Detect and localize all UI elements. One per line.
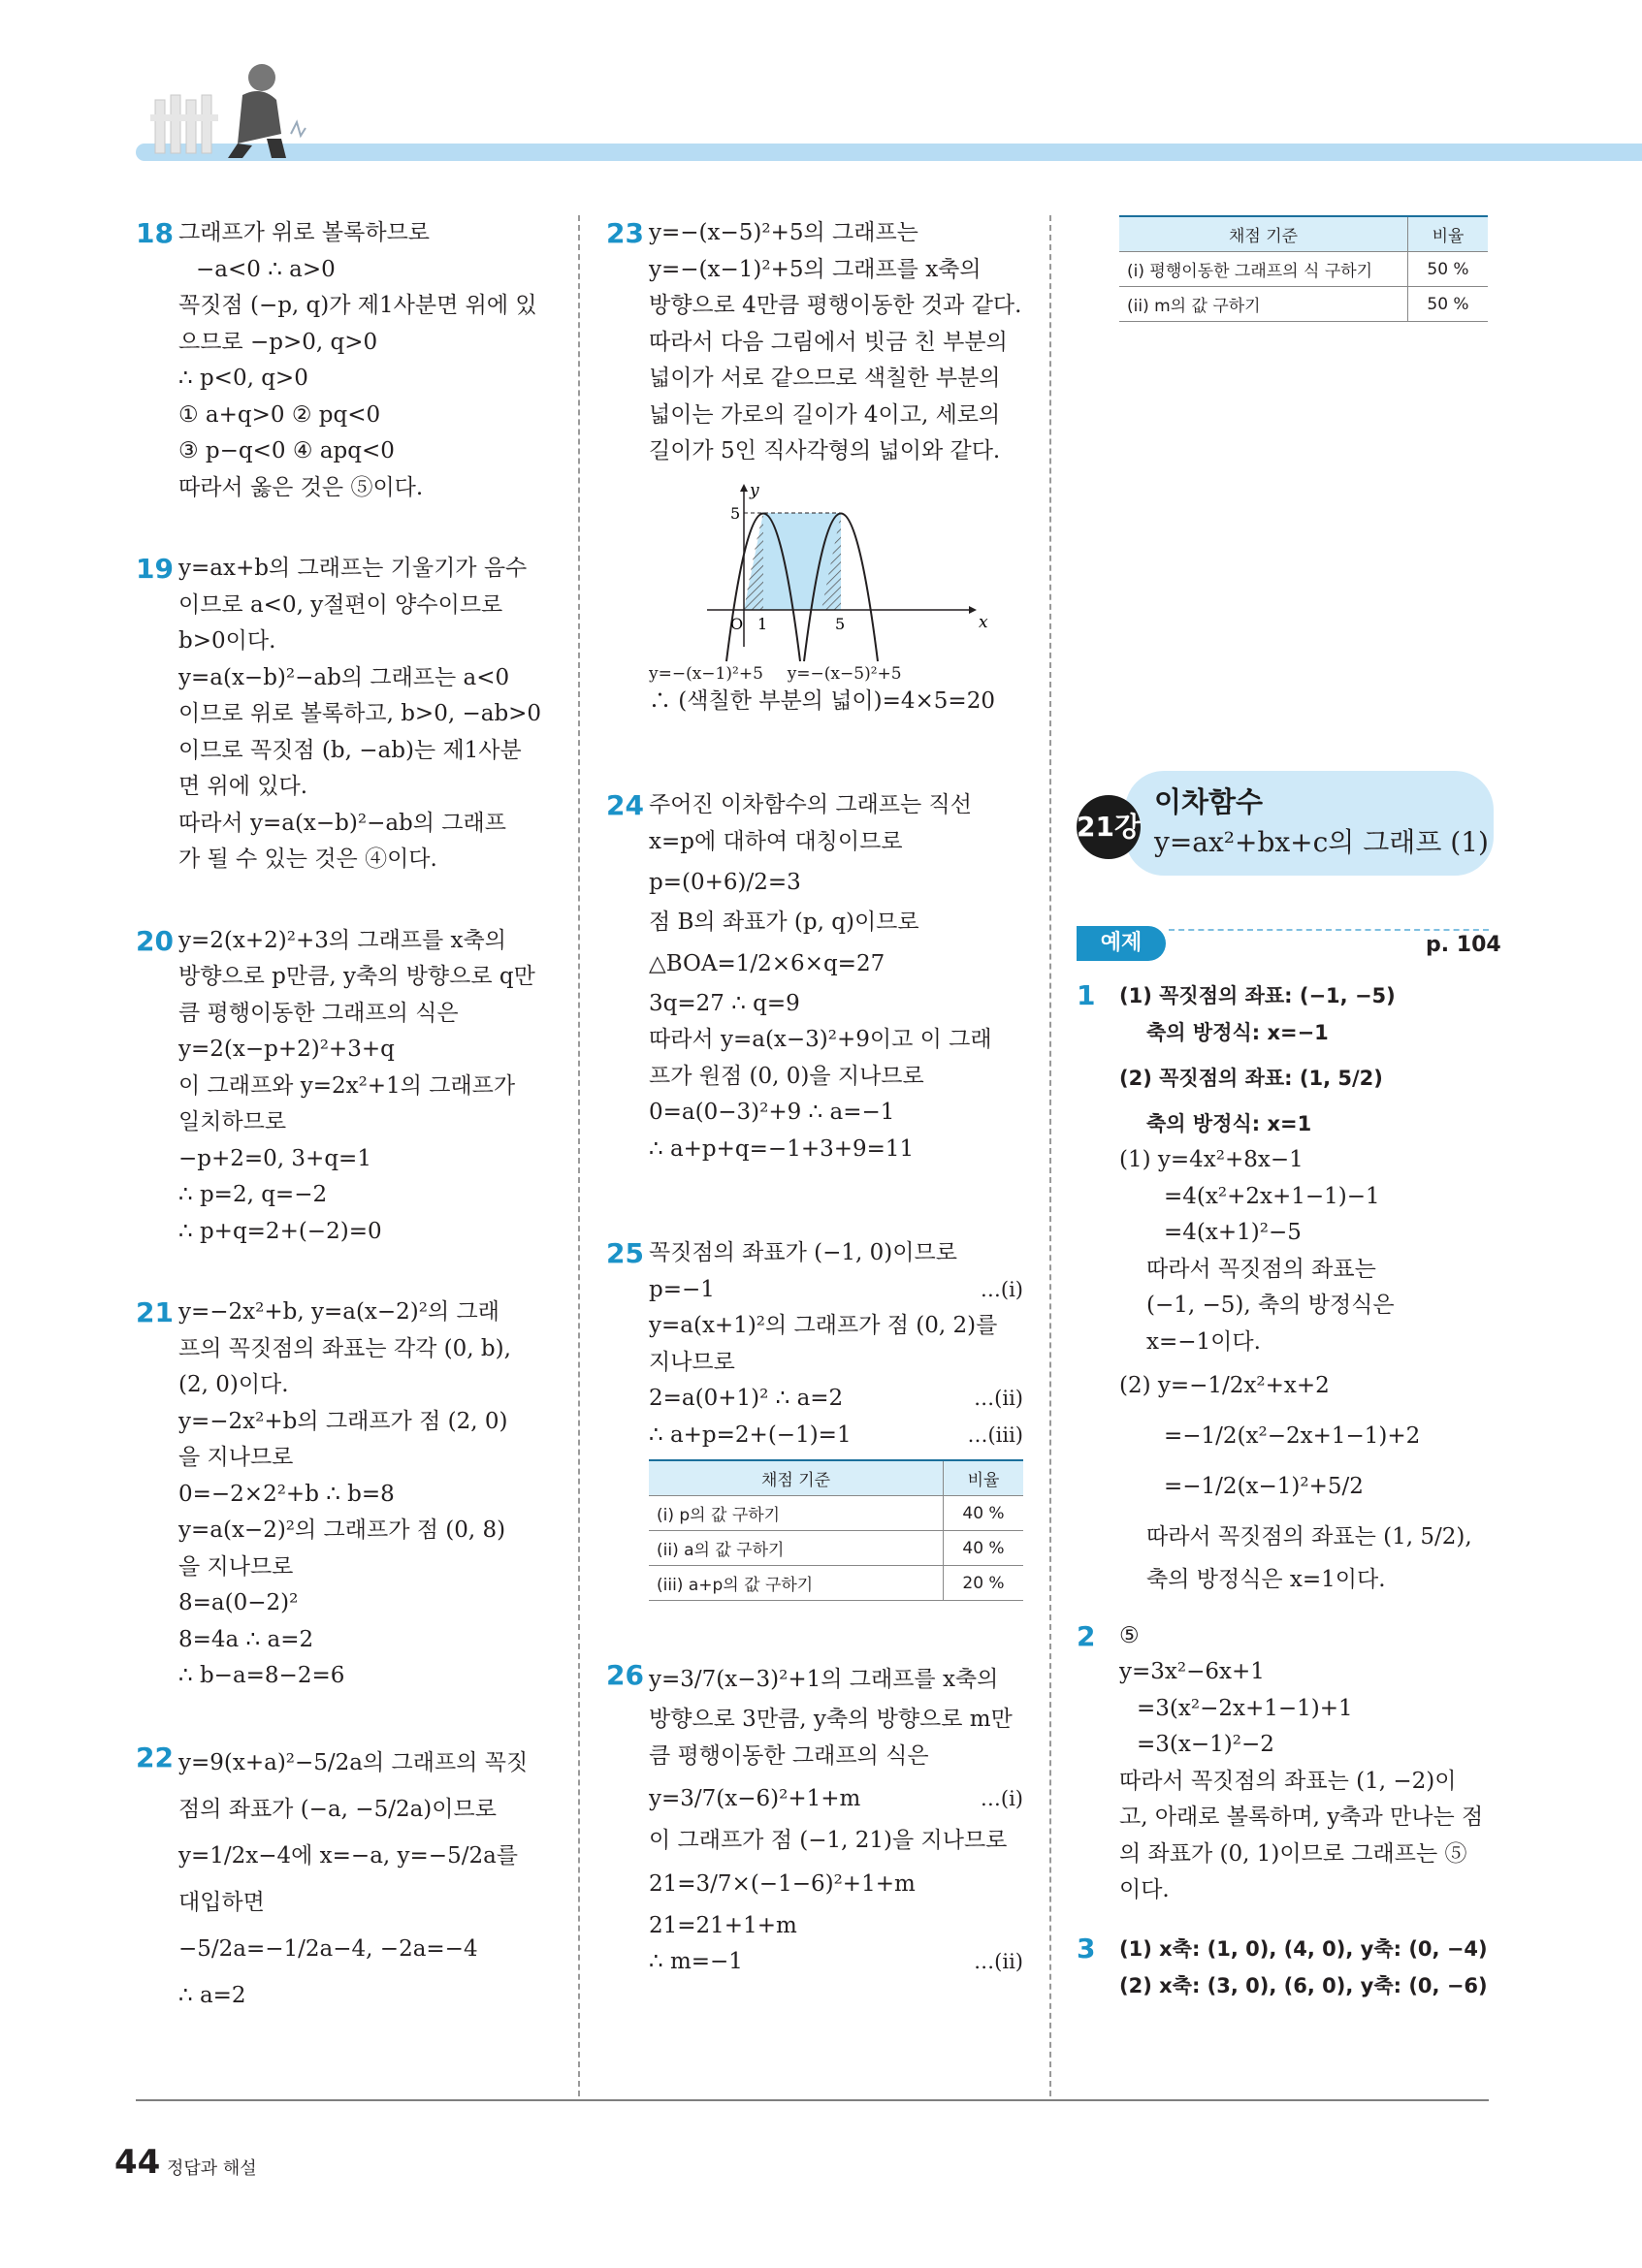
solution-line: ∴ m=−1: [649, 1949, 743, 1974]
y-tick-label: 5: [730, 503, 741, 523]
curve-label: y=−(x−1)²+5: [649, 663, 763, 684]
solution-line: 길이가 5인 직사각형의 넓이와 같다.: [649, 438, 1001, 463]
problem-number: 19: [136, 553, 174, 585]
solution-line: 이 그래프와 y=2x²+1의 그래프가: [178, 1072, 516, 1099]
solution-line: 큼 평행이동한 그래프의 식은: [178, 1000, 459, 1026]
solution-line: ∴ a+p=2+(−1)=1: [649, 1421, 852, 1448]
chapter-subtitle: y=ax²+bx+c의 그래프 (1): [1154, 826, 1489, 858]
problem-18: [136, 215, 553, 506]
problem-number: 26: [606, 1659, 644, 1691]
table-cell: (ii) a의 값 구하기: [649, 1531, 944, 1566]
solution-line: p=(0+6)/2=3: [649, 870, 801, 895]
table-header: 채점 기준: [649, 1460, 944, 1496]
solution-line: 방향으로 4만큼 평행이동한 것과 같다.: [649, 293, 1022, 318]
example-divider: [1169, 929, 1489, 931]
solution-line: y=−(x−5)²+5의 그래프는: [649, 220, 918, 245]
table-cell: (iii) a+p의 값 구하기: [649, 1566, 944, 1601]
scoring-table: [1119, 215, 1488, 322]
table-cell: 50 %: [1408, 252, 1489, 287]
problem-22: [136, 1740, 553, 2019]
solution-line: =−1/2(x²−2x+1−1)+2: [1164, 1423, 1421, 1449]
solution-line: 0=a(0−3)²+9 ∴ a=−1: [649, 1100, 895, 1125]
answer-line: (2) 꼭짓점의 좌표: (1, 5/2): [1119, 1067, 1383, 1090]
solution-line: 프의 꼭짓점의 좌표는 각각 (0, b),: [178, 1335, 511, 1361]
problem-25: [606, 1235, 1023, 1601]
solution-line: ∴ a=2: [178, 1982, 246, 2008]
table-header: 비율: [1408, 216, 1489, 252]
solution-line: 점 B의 좌표가 (p, q)이므로: [649, 910, 919, 935]
solution-line: 그래프가 위로 볼록하므로: [178, 220, 431, 245]
solution-line: 이므로 꼭짓점 (b, −ab)는 제1사분: [178, 737, 522, 763]
solution-line: =4(x²+2x+1−1)−1: [1164, 1183, 1380, 1209]
chapter-banner: [1077, 771, 1494, 878]
y-axis-label: y: [750, 481, 759, 500]
solution-line: =−1/2(x−1)²+5/2: [1164, 1474, 1364, 1499]
solution-line: −p+2=0, 3+q=1: [178, 1145, 371, 1171]
problem-number: 22: [136, 1741, 174, 1773]
problem-number: 23: [606, 217, 644, 249]
solution-line: y=−2x²+b, y=a(x−2)²의 그래: [178, 1299, 499, 1325]
step-mark: …(i): [980, 1277, 1023, 1301]
solution-line: 따라서 옳은 것은 ⑤이다.: [178, 474, 424, 500]
solution-line: 일치하므로: [178, 1109, 287, 1134]
problem-number: 20: [136, 924, 174, 957]
example-answers: [1077, 977, 1494, 2004]
solution-line: 의 좌표가 (0, 1)이므로 그래프는 ⑤: [1119, 1840, 1467, 1867]
table-cell: 40 %: [944, 1531, 1024, 1566]
solution-line: (−1, −5), 축의 방정식은: [1146, 1293, 1395, 1318]
solution-line: 이다.: [1119, 1877, 1170, 1902]
solution-line: 꼭짓점 (−p, q)가 제1사분면 위에 있: [178, 293, 537, 318]
solution-line: −5/2a=−1/2a−4, −2a=−4: [178, 1935, 478, 1962]
solution-line: y=3x²−6x+1: [1119, 1659, 1265, 1684]
solution-line: 이 그래프가 점 (−1, 21)을 지나므로: [649, 1828, 1008, 1853]
solution-line: ① a+q>0 ② pq<0: [178, 401, 381, 428]
solution-line: y=3/7(x−3)²+1의 그래프를 x축의: [649, 1667, 999, 1692]
solution-line: 고, 아래로 볼록하며, y축과 만나는 점: [1119, 1805, 1484, 1830]
solution-line: 0=−2×2²+b ∴ b=8: [178, 1481, 395, 1507]
problem-number: 3: [1077, 1932, 1096, 1965]
problem-number: 25: [606, 1237, 644, 1269]
solution-line: 8=4a ∴ a=2: [178, 1626, 314, 1652]
table-cell: 20 %: [944, 1566, 1024, 1601]
table-cell: (i) 평행이동한 그래프의 식 구하기: [1119, 252, 1408, 287]
origin-label: O: [730, 614, 744, 633]
table-cell: 40 %: [944, 1496, 1024, 1531]
solution-line: 지나므로: [649, 1349, 735, 1375]
problem-number: 21: [136, 1296, 174, 1328]
solution-line: x=p에 대하여 대칭이므로: [649, 828, 903, 854]
solution-line: ∴ a+p+q=−1+3+9=11: [649, 1135, 915, 1162]
solution-line: 2=a(0+1)² ∴ a=2: [649, 1386, 844, 1411]
problem-number: 18: [136, 217, 174, 249]
solution-line: 따라서 다음 그림에서 빗금 친 부분의: [649, 329, 1008, 355]
curve-label: y=−(x−5)²+5: [787, 663, 902, 684]
table-header: 채점 기준: [1119, 216, 1408, 252]
column-2: [606, 215, 1023, 1981]
solution-line: y=a(x+1)²의 그래프가 점 (0, 2)를: [649, 1313, 998, 1338]
solution-line: 21=21+1+m: [649, 1912, 797, 1938]
solution-line: 가 될 수 있는 것은 ④이다.: [178, 847, 437, 872]
table-header: 비율: [944, 1460, 1024, 1496]
answer-line: (1) x축: (1, 0), (4, 0), y축: (0, −4): [1119, 1936, 1488, 1961]
solution-line: ∴ p+q=2+(−2)=0: [178, 1218, 382, 1244]
solution-line: 따라서 꼭짓점의 좌표는 (1, −2)이: [1119, 1768, 1457, 1794]
column-1: [136, 215, 553, 2019]
chapter-title: 이차함수: [1154, 785, 1264, 818]
column-divider: [578, 215, 580, 2096]
problem-20: [136, 923, 553, 1251]
scoring-table: [649, 1459, 1023, 1601]
problem-23: [606, 215, 1023, 719]
solution-line: y=3/7(x−6)²+1+m: [649, 1786, 861, 1811]
solution-line: (2, 0)이다.: [178, 1372, 289, 1397]
step-mark: …(ii): [974, 1950, 1023, 1973]
solution-line: ∴ b−a=8−2=6: [178, 1663, 345, 1688]
example-page-ref: p. 104: [1426, 933, 1501, 957]
column-3: [1077, 215, 1494, 322]
footer-label: 정답과 해설: [167, 2158, 257, 2179]
column-divider: [1049, 215, 1051, 2096]
problem-26: [606, 1657, 1023, 1981]
x-axis-label: x: [979, 612, 988, 632]
solution-line: 축의 방정식은 x=1이다.: [1146, 1567, 1386, 1592]
table-cell: (ii) m의 값 구하기: [1119, 287, 1408, 322]
solution-line: y=−2x²+b의 그래프가 점 (2, 0): [178, 1408, 508, 1434]
gardener-illustration: [145, 56, 310, 163]
example-tab: 예제: [1077, 926, 1166, 961]
solution-line: 따라서 y=a(x−3)²+9이고 이 그래: [649, 1027, 992, 1052]
solution-line: 21=3/7×(−1−6)²+1+m: [649, 1870, 916, 1897]
solution-line: 을 지나므로: [178, 1445, 294, 1470]
solution-line: ∴ (색칠한 부분의 넓이)=4×5=20: [649, 687, 995, 714]
solution-line: ③ p−q<0 ④ apq<0: [178, 438, 395, 463]
answer-line: (2) x축: (3, 0), (6, 0), y축: (0, −6): [1119, 1973, 1488, 1997]
example-1: [1077, 977, 1494, 1599]
solution-line: 주어진 이차함수의 그래프는 직선: [649, 792, 972, 817]
step-mark: …(ii): [974, 1387, 1023, 1410]
problem-number: 2: [1077, 1619, 1096, 1652]
answer-line: 축의 방정식: x=−1: [1146, 1021, 1329, 1044]
problem-21: [136, 1294, 553, 1695]
solution-line: =3(x−1)²−2: [1137, 1732, 1274, 1757]
solution-line: (2) y=−1/2x²+x+2: [1119, 1373, 1330, 1398]
solution-line: (1) y=4x²+8x−1: [1119, 1147, 1304, 1172]
solution-line: 넓이가 서로 같으므로 색칠한 부분의: [649, 366, 1001, 391]
x-tick-label: 5: [835, 614, 846, 633]
solution-line: y=1/2x−4에 x=−a, y=−5/2a를: [178, 1842, 519, 1869]
solution-line: x=−1이다.: [1146, 1328, 1261, 1355]
solution-line: 꼭짓점의 좌표가 (−1, 0)이므로: [649, 1240, 957, 1265]
parabola-graph: [649, 482, 1017, 666]
solution-line: ∴ p=2, q=−2: [178, 1182, 328, 1207]
solution-line: b>0이다.: [178, 628, 276, 654]
footer-rule: [136, 2099, 1489, 2101]
solution-line: 방향으로 p만큼, y축의 방향으로 q만: [178, 964, 535, 989]
solution-line: 넓이는 가로의 길이가 4이고, 세로의: [649, 401, 1001, 428]
solution-line: 점의 좌표가 (−a, −5/2a)이므로: [178, 1796, 497, 1822]
solution-line: 큼 평행이동한 그래프의 식은: [649, 1742, 929, 1769]
hatched-region: [744, 513, 763, 610]
solution-line: p=−1: [649, 1276, 715, 1302]
chapter-badge: 21강: [1077, 795, 1141, 859]
solution-line: 따라서 꼭짓점의 좌표는 (1, 5/2),: [1146, 1524, 1472, 1549]
solution-line: ∴ p<0, q>0: [178, 366, 308, 391]
solution-line: y=ax+b의 그래프는 기울기가 음수: [178, 556, 528, 581]
solution-line: 이므로 a<0, y절편이 양수이므로: [178, 591, 503, 618]
example-3: [1077, 1931, 1494, 2004]
problem-number: 24: [606, 789, 644, 821]
solution-line: △BOA=1/2×6×q=27: [649, 950, 885, 976]
solution-line: y=−(x−1)²+5의 그래프를 x축의: [649, 256, 982, 282]
solution-line: y=2(x−p+2)²+3+q: [178, 1037, 395, 1062]
solution-line: 대입하면: [178, 1889, 265, 1915]
table-cell: 50 %: [1408, 287, 1489, 322]
answer-line: (1) 꼭짓점의 좌표: (−1, −5): [1119, 984, 1396, 1007]
solution-line: 을 지나므로: [178, 1553, 294, 1580]
solution-line: y=9(x+a)²−5/2a의 그래프의 꼭짓: [178, 1749, 529, 1775]
answer-line: 축의 방정식: x=1: [1146, 1112, 1312, 1135]
problem-19: [136, 551, 553, 878]
solution-line: 3q=27 ∴ q=9: [649, 990, 800, 1016]
example-2: [1077, 1618, 1494, 1909]
solution-line: y=2(x+2)²+3의 그래프를 x축의: [178, 927, 506, 953]
solution-line: 이므로 위로 볼록하고, b>0, −ab>0: [178, 701, 542, 726]
solution-line: 으므로 −p>0, q>0: [178, 329, 378, 355]
solution-line: =3(x²−2x+1−1)+1: [1137, 1695, 1353, 1721]
x-tick-label: 1: [757, 614, 768, 633]
table-cell: (i) p의 값 구하기: [649, 1496, 944, 1531]
header-band: [136, 144, 1642, 161]
answer-line: ⑤: [1119, 1622, 1140, 1648]
page-number: 44: [114, 2143, 161, 2182]
solution-line: 8=a(0−2)²: [178, 1590, 299, 1615]
solution-line: 따라서 꼭짓점의 좌표는: [1146, 1256, 1376, 1282]
solution-line: y=a(x−2)²의 그래프가 점 (0, 8): [178, 1517, 506, 1543]
solution-line: =4(x+1)²−5: [1164, 1220, 1302, 1245]
problem-24: [606, 787, 1023, 1167]
solution-line: 면 위에 있다.: [178, 774, 308, 799]
solution-line: 따라서 y=a(x−b)²−ab의 그래프: [178, 810, 506, 836]
step-mark: …(iii): [967, 1422, 1023, 1447]
solution-line: y=a(x−b)²−ab의 그래프는 a<0: [178, 664, 510, 690]
problem-number: 1: [1077, 979, 1096, 1011]
solution-line: 방향으로 3만큼, y축의 방향으로 m만: [649, 1707, 1013, 1732]
solution-line: 프가 원점 (0, 0)을 지나므로: [649, 1063, 924, 1089]
step-mark: …(i): [980, 1787, 1023, 1810]
solution-line: −a<0 ∴ a>0: [196, 256, 336, 282]
